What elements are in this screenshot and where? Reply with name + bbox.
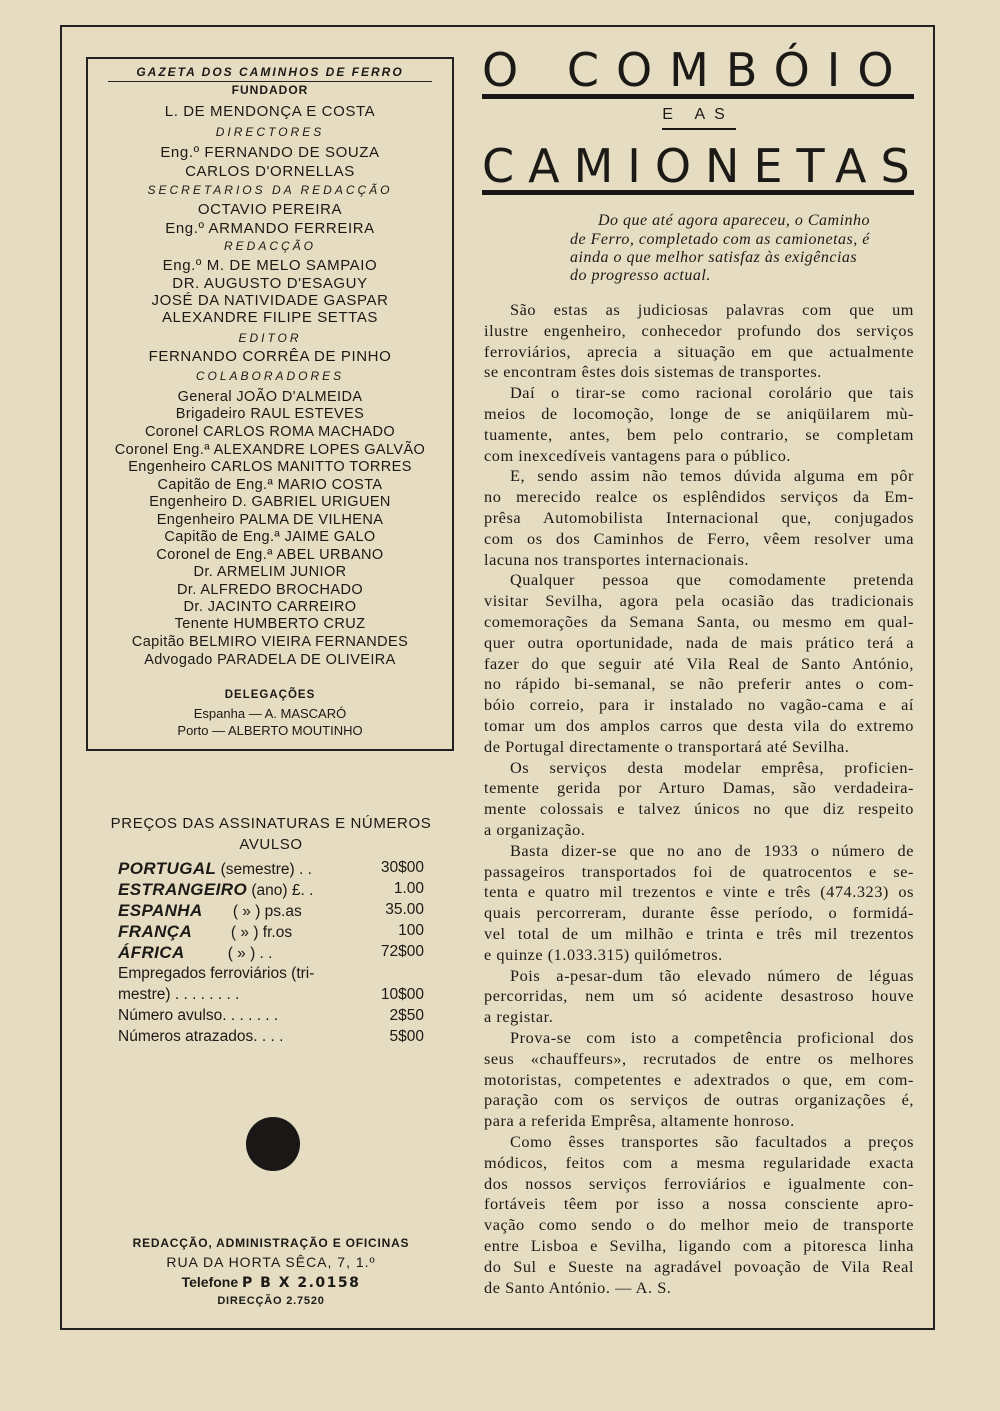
price-label	[118, 922, 292, 942]
price-row	[118, 880, 424, 901]
body-line: motoristas, competentes e adextrados o que, em com-	[484, 1069, 914, 1089]
body-line: E, sendo assim não temos dúvida alguma em pôr	[510, 466, 914, 486]
price-value: 72$00	[380, 943, 424, 960]
body-line: Basta dizer-se que no ano de 1933 o número de	[510, 840, 914, 860]
price-value: 30$00	[380, 859, 424, 876]
price-value: 35.00	[385, 901, 424, 918]
price-label	[118, 859, 312, 879]
body-line: com inexcedíveis vantagens para o público.	[484, 445, 792, 465]
staff-name: FERNANDO CORRÊA DE PINHO	[148, 348, 392, 365]
body-line: no rápido bi-semanal, se não preferir antes o com-	[484, 674, 914, 694]
price-label	[118, 880, 313, 900]
price-value: 1.00	[393, 880, 424, 897]
staff-name: DELEGAÇÕES	[224, 689, 316, 701]
staff-role-heading: REDACÇÃO	[223, 239, 316, 253]
price-country: ESTRANGEIRO	[118, 880, 248, 899]
body-line: tenta e quatro mil trezentos e vinte e três (474.323) os	[484, 882, 914, 902]
staff-name: L. DE MENDONÇA E COSTA	[164, 103, 376, 120]
price-desc: (semestre) . .	[216, 861, 312, 878]
staff-role-heading: FUNDADOR	[231, 83, 309, 97]
body-line: a registar.	[484, 1007, 554, 1027]
body-line: vação como sendo o do melhor meio de transporte	[484, 1215, 914, 1235]
staff-name: Dr. ALFREDO BROCHADO	[176, 582, 364, 598]
body-line: Daí o tirar-se como racional corolário que tais	[510, 383, 914, 403]
staff-name: CARLOS D'ORNELLAS	[185, 163, 355, 180]
body-line: Como êsses transportes são facultados a preços	[510, 1132, 914, 1151]
staff-name: Coronel CARLOS ROMA MACHADO	[144, 424, 396, 440]
staff-name: Advogado PARADELA DE OLIVEIRA	[144, 652, 396, 668]
masthead-rule	[108, 81, 432, 82]
price-row	[118, 943, 424, 964]
lead-line: Do que até agora apareceu, o Caminho	[598, 212, 871, 229]
price-desc: ( » ) . .	[184, 945, 273, 962]
price-row	[118, 859, 424, 880]
staff-name: Coronel Eng.ª ALEXANDRE LOPES GALVÃO	[114, 442, 426, 458]
publication-name: GAZETA DOS CAMINHOS DE FERRO	[136, 65, 404, 79]
price-country: FRANÇA	[118, 922, 193, 941]
masthead-box	[86, 57, 454, 751]
body-line: tomar um dos amplos carros que desta vila do extremo	[484, 716, 914, 735]
price-value: 5$00	[389, 1028, 424, 1045]
body-line: entre Lisboa e Sevilha, ligando com a pitoresca linha	[484, 1236, 914, 1255]
body-line: percorridas, nem um só acidente desastroso houve	[484, 986, 914, 1006]
price-label	[118, 1007, 278, 1025]
body-line: dos nossos serviços ferroviários e igualmente con-	[484, 1173, 914, 1193]
body-line: passageiros transportados foi de quatrocentos e se-	[484, 861, 914, 881]
price-row	[118, 922, 424, 943]
body-line: no merecido realce os esplêndidos serviços da Em-	[484, 487, 914, 507]
body-line: quais percorreram, durante êsse período, o formidá-	[484, 903, 914, 923]
body-line: ilustre engenheiro, conhecedor profundo dos serviços	[484, 320, 914, 340]
staff-role-heading: EDITOR	[238, 331, 302, 345]
price-desc: Empregados ferroviários (tri-	[118, 965, 315, 982]
title-rule-short	[662, 128, 736, 130]
body-line: São estas as judiciosas palavras com que um	[510, 300, 914, 319]
staff-name: Eng.º FERNANDO DE SOUZA	[160, 144, 380, 161]
staff-name: ALEXANDRE FILIPE SETTAS	[161, 309, 379, 326]
body-line: e quinze (1.033.315) quilómetros.	[484, 944, 723, 964]
footer-phone	[96, 1274, 446, 1291]
price-row	[118, 986, 424, 1007]
body-line: Os serviços desta modelar emprêsa, proficien-	[510, 757, 914, 777]
body-line: do Sul e Sueste na agradável povoação de Vila Real	[484, 1256, 914, 1276]
body-line: Pois a-pesar-dum tão elevado número de léguas	[510, 965, 914, 985]
body-line: bóio correio, para ir instalado no vagão-cama e aí	[484, 695, 914, 715]
price-country: PORTUGAL	[118, 859, 217, 878]
staff-role-heading: DIRECTORES	[215, 125, 325, 139]
staff-name: Capitão de Eng.ª MARIO COSTA	[157, 477, 383, 493]
body-line: Prova-se com isto a competência proficional dos	[510, 1028, 914, 1047]
body-line: meios de locomoção, longe de se aniqüilarem mù-	[484, 404, 914, 423]
price-label	[118, 965, 314, 983]
price-country: ESPANHA	[118, 901, 203, 920]
price-desc: ( » ) fr.os	[192, 924, 293, 941]
staff-name: Eng.º M. DE MELO SAMPAIO	[162, 257, 378, 274]
body-line: de Portugal directamente o transportará até Sevilha.	[484, 736, 850, 756]
body-line: visitar Sevilha, agora pela ocasião das tradicionais	[484, 591, 914, 611]
body-line: ferroviários, aprecia a situação em que actualmente	[484, 341, 914, 361]
body-line: vel total de um milhão e trinta e três mil trezentos	[484, 924, 914, 943]
title-rule	[482, 94, 914, 99]
staff-role-heading: COLABORADORES	[195, 369, 345, 383]
article-title-mid: E AS	[662, 106, 734, 123]
staff-name: DR. AUGUSTO D'ESAGUY	[172, 275, 368, 292]
body-line: tuamente, antes, bem pelo contrario, se completam	[484, 424, 914, 444]
body-line: comemorações da Semana Santa, ou mesmo em qual-	[484, 612, 914, 631]
price-country: ÁFRICA	[118, 943, 185, 962]
body-line: quer outra oportunidade, nada de mais prático terá a	[484, 632, 914, 652]
staff-name: Engenheiro D. GABRIEL URIGUEN	[149, 494, 391, 510]
decorative-dot	[246, 1117, 300, 1171]
lead-line: ainda o que melhor satisfaz às exigências	[570, 249, 858, 266]
article-title-bottom: CAMIONETAS	[482, 139, 924, 193]
staff-name: Capitão BELMIRO VIEIRA FERNANDES	[131, 634, 409, 650]
body-line: temente gerida por Arturo Damas, são verdadeira-	[484, 778, 914, 798]
price-row	[118, 901, 424, 922]
body-line: módicos, feitos com a mesma regularidade exacta	[484, 1152, 914, 1172]
footer-address-heading: REDACÇÃO, ADMINISTRAÇÃO E OFICINAS	[132, 1236, 410, 1250]
staff-name: OCTAVIO PEREIRA	[197, 201, 343, 218]
price-row	[118, 1007, 424, 1028]
body-line: se encontram êstes dois sistemas de transportes.	[484, 362, 822, 382]
body-line: seus «chauffeurs», recrutados de entre os melhores	[484, 1048, 914, 1068]
body-line: fortáveis têem por isso a nossa consciente apro-	[484, 1194, 914, 1214]
price-value: 100	[398, 922, 424, 939]
staff-name: Porto — ALBERTO MOUTINHO	[177, 723, 363, 738]
body-line: paração com os serviços de outras organizações é,	[484, 1090, 914, 1110]
phone-label: Telefone	[181, 1274, 243, 1290]
article-title-top: O COMBÓIO	[482, 43, 911, 97]
staff-name: Espanha — A. MASCARÓ	[193, 706, 347, 721]
staff-name: Brigadeiro RAUL ESTEVES	[175, 406, 365, 422]
body-line: lacuna nos transportes internacionais.	[484, 549, 750, 569]
price-row	[118, 965, 424, 986]
price-label	[118, 901, 302, 921]
prices-subtitle: AVULSO	[239, 836, 303, 853]
staff-name: Capitão de Eng.ª JAIME GALO	[164, 529, 376, 545]
price-desc: Números atrazados. . . .	[118, 1028, 284, 1045]
staff-name: Dr. JACINTO CARREIRO	[183, 599, 357, 615]
body-line: para a referida Emprêsa, altamente honroso.	[484, 1111, 795, 1131]
staff-name: Dr. ARMELIM JUNIOR	[193, 564, 347, 580]
body-line: a organização.	[484, 820, 586, 839]
price-value: 10$00	[380, 986, 424, 1003]
body-line: fazer do que seguir até Vila Real de Santo António,	[484, 653, 914, 673]
staff-name: Engenheiro CARLOS MANITTO TORRES	[128, 459, 412, 475]
body-line: mente colossais e talvez únicos no que diz respeito	[484, 799, 914, 819]
lead-line: do progresso actual.	[570, 267, 711, 284]
price-label	[118, 943, 272, 963]
price-row	[118, 1028, 424, 1049]
price-desc: (ano) £. .	[247, 882, 314, 899]
price-label	[118, 986, 239, 1004]
staff-name: Tenente HUMBERTO CRUZ	[174, 616, 366, 632]
body-line: prêsa Automobilista Internacional que, conjugados	[484, 508, 914, 527]
lead-line: de Ferro, completado com as camionetas, é	[570, 231, 870, 248]
body-line: com os dos Caminhos de Ferro, vêem resolver uma	[484, 528, 914, 548]
staff-role-heading: SECRETARIOS DA REDACÇÃO	[147, 183, 393, 197]
staff-name: Coronel de Eng.ª ABEL URBANO	[156, 547, 384, 563]
price-desc: Número avulso. . . . . . .	[118, 1007, 279, 1024]
staff-name: Engenheiro PALMA DE VILHENA	[156, 512, 384, 528]
price-desc: mestre) . . . . . . . .	[118, 986, 240, 1003]
phone-number: P B X 2.0158	[242, 1275, 361, 1291]
staff-name: JOSÉ DA NATIVIDADE GASPAR	[151, 292, 389, 309]
prices-title: PREÇOS DAS ASSINATURAS E NÚMEROS	[110, 815, 432, 832]
staff-name: General JOÃO D'ALMEIDA	[177, 389, 363, 405]
title-rule	[482, 190, 914, 195]
price-value: 2$50	[389, 1007, 424, 1024]
footer-direction: DIRECÇÃO 2.7520	[217, 1295, 325, 1307]
price-label	[118, 1028, 283, 1046]
price-desc: ( » ) ps.as	[202, 903, 302, 920]
staff-name: Eng.º ARMANDO FERREIRA	[165, 220, 375, 237]
body-line: Qualquer pessoa que comodamente pretenda	[510, 570, 914, 590]
body-line: de Santo António. — A. S.	[484, 1277, 672, 1297]
footer-address: RUA DA HORTA SÊCA, 7, 1.º	[166, 1254, 376, 1270]
